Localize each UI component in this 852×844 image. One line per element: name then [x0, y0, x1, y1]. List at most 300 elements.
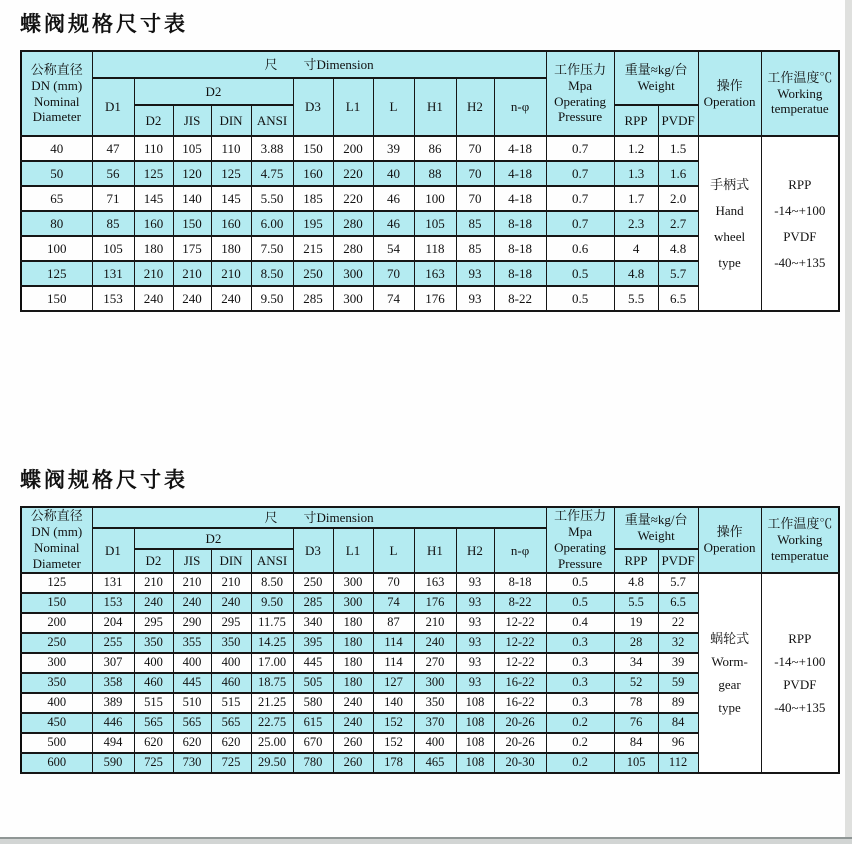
cell-n-phi: 8-18 [494, 573, 546, 593]
cell-dn: 150 [21, 593, 92, 613]
cell-l1: 280 [333, 211, 373, 236]
cell-d3: 580 [293, 693, 333, 713]
cell-din: 400 [211, 653, 251, 673]
cell-l1: 220 [333, 186, 373, 211]
col-group-dimension [92, 507, 546, 528]
cell-d3: 215 [293, 236, 333, 261]
dimension-label-en: 寸Dimension [303, 509, 374, 525]
cell-pvdf: 4.8 [658, 236, 698, 261]
col-h2: H2 [456, 528, 494, 573]
cell-rpp: 52 [614, 673, 658, 693]
cell-din: 180 [211, 236, 251, 261]
cell-l: 114 [373, 633, 414, 653]
cell-jis: 140 [173, 186, 211, 211]
cell-d2: 515 [134, 693, 173, 713]
cell-din: 565 [211, 713, 251, 733]
cell-jis: 210 [173, 261, 211, 286]
cell-d3: 285 [293, 286, 333, 311]
cell-l1: 180 [333, 613, 373, 633]
cell-h2: 93 [456, 573, 494, 593]
col-d2: D2 [134, 549, 173, 573]
cell-n-phi: 20-26 [494, 713, 546, 733]
cell-ansi: 5.50 [251, 186, 293, 211]
cell-ansi: 4.75 [251, 161, 293, 186]
cell-n-phi: 8-18 [494, 211, 546, 236]
cell-d3: 395 [293, 633, 333, 653]
cell-h1: 176 [414, 593, 456, 613]
col-operation: 操作 Operation [698, 507, 761, 573]
cell-dn: 100 [21, 236, 92, 261]
cell-pvdf: 6.5 [658, 286, 698, 311]
cell-din: 240 [211, 286, 251, 311]
cell-pvdf: 1.6 [658, 161, 698, 186]
cell-h1: 163 [414, 573, 456, 593]
cell-ansi: 7.50 [251, 236, 293, 261]
cell-h2: 108 [456, 753, 494, 773]
cell-d2: 400 [134, 653, 173, 673]
cell-n-phi: 4-18 [494, 186, 546, 211]
cell-l: 74 [373, 593, 414, 613]
cell-pvdf: 6.5 [658, 593, 698, 613]
cell-h1: 400 [414, 733, 456, 753]
cell-jis: 240 [173, 286, 211, 311]
cell-d2: 240 [134, 593, 173, 613]
cell-h2: 93 [456, 593, 494, 613]
cell-l1: 300 [333, 286, 373, 311]
cell-d3: 185 [293, 186, 333, 211]
cell-h2: 85 [456, 211, 494, 236]
cell-dn: 500 [21, 733, 92, 753]
cell-d1: 56 [92, 161, 134, 186]
col-n-phi: n-φ [494, 78, 546, 136]
cell-d1: 494 [92, 733, 134, 753]
cell-dn: 125 [21, 261, 92, 286]
col-pvdf: PVDF [658, 549, 698, 573]
cell-l1: 300 [333, 573, 373, 593]
cell-ansi: 25.00 [251, 733, 293, 753]
col-d2: D2 [134, 105, 173, 136]
cell-rpp: 1.3 [614, 161, 658, 186]
cell-rpp: 34 [614, 653, 658, 673]
col-operating-pressure: 工作压力 Mpa Operating Pressure [546, 51, 614, 136]
cell-l: 40 [373, 161, 414, 186]
cell-d2: 350 [134, 633, 173, 653]
col-group-d2: D2 [134, 78, 293, 105]
cell-jis: 565 [173, 713, 211, 733]
col-l: L [373, 78, 414, 136]
col-working-temperature: 工作温度℃ Working temperatue [761, 51, 839, 136]
cell-d1: 85 [92, 211, 134, 236]
cell-l1: 180 [333, 633, 373, 653]
cell-dn: 40 [21, 136, 92, 161]
col-l1: L1 [333, 78, 373, 136]
cell-d1: 389 [92, 693, 134, 713]
col-l: L [373, 528, 414, 573]
dimension-label-cn: 尺 [264, 56, 278, 72]
cell-din: 350 [211, 633, 251, 653]
cell-n-phi: 16-22 [494, 673, 546, 693]
cell-din: 515 [211, 693, 251, 713]
scan-edge-right [845, 0, 852, 844]
cell-n-phi: 8-18 [494, 236, 546, 261]
cell-d3: 340 [293, 613, 333, 633]
cell-jis: 240 [173, 593, 211, 613]
cell-n-phi: 20-30 [494, 753, 546, 773]
spec-table-2 [20, 506, 840, 774]
cell-ansi: 6.00 [251, 211, 293, 236]
cell-d2: 125 [134, 161, 173, 186]
cell-h2: 93 [456, 286, 494, 311]
cell-d2: 210 [134, 261, 173, 286]
cell-pressure: 0.7 [546, 136, 614, 161]
cell-l1: 240 [333, 713, 373, 733]
cell-pressure: 0.6 [546, 236, 614, 261]
cell-pressure: 0.3 [546, 653, 614, 673]
cell-rpp: 76 [614, 713, 658, 733]
cell-n-phi: 4-18 [494, 136, 546, 161]
table-title-2: 蝶阀规格尺寸表 [20, 468, 188, 492]
cell-h2: 93 [456, 673, 494, 693]
cell-pvdf: 2.0 [658, 186, 698, 211]
cell-d2: 210 [134, 573, 173, 593]
cell-dn: 600 [21, 753, 92, 773]
col-nominal-diameter: 公称直径 DN (mm) Nominal Diameter [21, 51, 92, 136]
table-row [21, 573, 839, 593]
cell-ansi: 29.50 [251, 753, 293, 773]
cell-rpp: 84 [614, 733, 658, 753]
cell-pressure: 0.2 [546, 713, 614, 733]
cell-h2: 93 [456, 633, 494, 653]
cell-d3: 150 [293, 136, 333, 161]
cell-d3: 670 [293, 733, 333, 753]
cell-d1: 590 [92, 753, 134, 773]
cell-d2: 295 [134, 613, 173, 633]
cell-h2: 108 [456, 713, 494, 733]
cell-h2: 85 [456, 236, 494, 261]
cell-pressure: 0.7 [546, 161, 614, 186]
cell-dn: 125 [21, 573, 92, 593]
col-jis: JIS [173, 549, 211, 573]
cell-pvdf: 112 [658, 753, 698, 773]
cell-h1: 465 [414, 753, 456, 773]
cell-h1: 350 [414, 693, 456, 713]
cell-l: 87 [373, 613, 414, 633]
cell-d3: 505 [293, 673, 333, 693]
cell-pvdf: 5.7 [658, 573, 698, 593]
cell-rpp: 5.5 [614, 286, 658, 311]
cell-l: 152 [373, 733, 414, 753]
cell-l: 152 [373, 713, 414, 733]
spec-section-1 [20, 8, 852, 312]
col-group-dimension [92, 51, 546, 78]
cell-d1: 71 [92, 186, 134, 211]
table-header [21, 507, 839, 573]
operation-cell: 手柄式 Hand wheel type [698, 136, 761, 311]
cell-pressure: 0.7 [546, 211, 614, 236]
col-d1: D1 [92, 78, 134, 136]
cell-d1: 105 [92, 236, 134, 261]
cell-din: 210 [211, 573, 251, 593]
cell-jis: 120 [173, 161, 211, 186]
col-operating-pressure: 工作压力 Mpa Operating Pressure [546, 507, 614, 573]
cell-jis: 175 [173, 236, 211, 261]
col-h1: H1 [414, 528, 456, 573]
cell-h1: 100 [414, 186, 456, 211]
temperature-cell: RPP -14~+100 PVDF -40~+135 [761, 136, 839, 311]
cell-l1: 200 [333, 136, 373, 161]
cell-pressure: 0.3 [546, 673, 614, 693]
col-d1: D1 [92, 528, 134, 573]
col-din: DIN [211, 549, 251, 573]
cell-h1: 270 [414, 653, 456, 673]
cell-rpp: 105 [614, 753, 658, 773]
cell-dn: 300 [21, 653, 92, 673]
cell-rpp: 78 [614, 693, 658, 713]
col-working-temperature: 工作温度℃ Working temperatue [761, 507, 839, 573]
cell-ansi: 14.25 [251, 633, 293, 653]
cell-l1: 240 [333, 693, 373, 713]
cell-l1: 300 [333, 261, 373, 286]
cell-ansi: 21.25 [251, 693, 293, 713]
cell-din: 240 [211, 593, 251, 613]
cell-n-phi: 12-22 [494, 633, 546, 653]
cell-d3: 780 [293, 753, 333, 773]
cell-jis: 355 [173, 633, 211, 653]
cell-d3: 445 [293, 653, 333, 673]
cell-d1: 204 [92, 613, 134, 633]
cell-dn: 50 [21, 161, 92, 186]
cell-rpp: 1.2 [614, 136, 658, 161]
cell-d1: 307 [92, 653, 134, 673]
col-pvdf: PVDF [658, 105, 698, 136]
cell-d2: 565 [134, 713, 173, 733]
cell-ansi: 17.00 [251, 653, 293, 673]
cell-d2: 620 [134, 733, 173, 753]
cell-pressure: 0.4 [546, 613, 614, 633]
cell-h2: 108 [456, 693, 494, 713]
cell-din: 295 [211, 613, 251, 633]
cell-n-phi: 20-26 [494, 733, 546, 753]
cell-jis: 210 [173, 573, 211, 593]
col-ansi: ANSI [251, 549, 293, 573]
cell-pvdf: 39 [658, 653, 698, 673]
cell-d1: 446 [92, 713, 134, 733]
cell-din: 145 [211, 186, 251, 211]
cell-rpp: 4.8 [614, 573, 658, 593]
cell-pressure: 0.3 [546, 633, 614, 653]
col-group-d2: D2 [134, 528, 293, 549]
cell-h1: 176 [414, 286, 456, 311]
cell-l1: 260 [333, 733, 373, 753]
cell-jis: 105 [173, 136, 211, 161]
cell-l: 127 [373, 673, 414, 693]
col-l1: L1 [333, 528, 373, 573]
cell-pressure: 0.5 [546, 286, 614, 311]
col-h2: H2 [456, 78, 494, 136]
cell-d3: 160 [293, 161, 333, 186]
cell-l1: 180 [333, 653, 373, 673]
cell-h1: 86 [414, 136, 456, 161]
cell-pressure: 0.5 [546, 573, 614, 593]
cell-l: 74 [373, 286, 414, 311]
spec-table-1 [20, 50, 840, 312]
cell-dn: 150 [21, 286, 92, 311]
col-d3: D3 [293, 78, 333, 136]
cell-din: 125 [211, 161, 251, 186]
cell-h2: 108 [456, 733, 494, 753]
cell-pressure: 0.2 [546, 753, 614, 773]
cell-d2: 110 [134, 136, 173, 161]
cell-n-phi: 8-22 [494, 593, 546, 613]
cell-l: 114 [373, 653, 414, 673]
cell-rpp: 19 [614, 613, 658, 633]
cell-d1: 153 [92, 286, 134, 311]
cell-pvdf: 22 [658, 613, 698, 633]
cell-d1: 153 [92, 593, 134, 613]
cell-d2: 145 [134, 186, 173, 211]
cell-h2: 70 [456, 136, 494, 161]
cell-d2: 460 [134, 673, 173, 693]
cell-rpp: 4.8 [614, 261, 658, 286]
cell-pvdf: 2.7 [658, 211, 698, 236]
cell-jis: 445 [173, 673, 211, 693]
col-n-phi: n-φ [494, 528, 546, 573]
cell-n-phi: 8-18 [494, 261, 546, 286]
cell-ansi: 18.75 [251, 673, 293, 693]
cell-h1: 163 [414, 261, 456, 286]
table-title-1: 蝶阀规格尺寸表 [20, 12, 188, 36]
cell-ansi: 11.75 [251, 613, 293, 633]
cell-pressure: 0.2 [546, 733, 614, 753]
cell-pvdf: 89 [658, 693, 698, 713]
cell-d3: 250 [293, 573, 333, 593]
cell-h1: 300 [414, 673, 456, 693]
cell-l1: 180 [333, 673, 373, 693]
cell-pressure: 0.3 [546, 693, 614, 713]
cell-pressure: 0.7 [546, 186, 614, 211]
cell-din: 210 [211, 261, 251, 286]
cell-d1: 131 [92, 261, 134, 286]
cell-l: 140 [373, 693, 414, 713]
cell-dn: 450 [21, 713, 92, 733]
cell-h2: 93 [456, 653, 494, 673]
cell-ansi: 9.50 [251, 286, 293, 311]
col-nominal-diameter: 公称直径 DN (mm) Nominal Diameter [21, 507, 92, 573]
cell-rpp: 28 [614, 633, 658, 653]
cell-ansi: 8.50 [251, 573, 293, 593]
cell-ansi: 22.75 [251, 713, 293, 733]
cell-din: 110 [211, 136, 251, 161]
col-operation: 操作 Operation [698, 51, 761, 136]
cell-pvdf: 1.5 [658, 136, 698, 161]
table-body [21, 136, 839, 311]
cell-h2: 93 [456, 613, 494, 633]
cell-n-phi: 12-22 [494, 653, 546, 673]
cell-ansi: 9.50 [251, 593, 293, 613]
col-jis: JIS [173, 105, 211, 136]
col-rpp: RPP [614, 105, 658, 136]
table-header [21, 51, 839, 136]
cell-pvdf: 5.7 [658, 261, 698, 286]
cell-l: 46 [373, 186, 414, 211]
table-row [21, 136, 839, 161]
cell-rpp: 5.5 [614, 593, 658, 613]
dimension-label-cn: 尺 [264, 509, 278, 525]
cell-pvdf: 59 [658, 673, 698, 693]
cell-jis: 730 [173, 753, 211, 773]
cell-dn: 400 [21, 693, 92, 713]
cell-h2: 70 [456, 161, 494, 186]
cell-dn: 65 [21, 186, 92, 211]
cell-h1: 210 [414, 613, 456, 633]
temperature-cell: RPP -14~+100 PVDF -40~+135 [761, 573, 839, 773]
cell-l: 46 [373, 211, 414, 236]
cell-d3: 615 [293, 713, 333, 733]
cell-l: 70 [373, 261, 414, 286]
cell-rpp: 1.7 [614, 186, 658, 211]
cell-l1: 260 [333, 753, 373, 773]
col-h1: H1 [414, 78, 456, 136]
cell-din: 725 [211, 753, 251, 773]
cell-rpp: 4 [614, 236, 658, 261]
cell-din: 620 [211, 733, 251, 753]
scan-edge-bottom [0, 837, 852, 844]
cell-h1: 370 [414, 713, 456, 733]
cell-d1: 255 [92, 633, 134, 653]
cell-n-phi: 16-22 [494, 693, 546, 713]
cell-l: 178 [373, 753, 414, 773]
cell-d2: 240 [134, 286, 173, 311]
cell-dn: 200 [21, 613, 92, 633]
cell-din: 160 [211, 211, 251, 236]
cell-pvdf: 96 [658, 733, 698, 753]
cell-d2: 160 [134, 211, 173, 236]
cell-n-phi: 4-18 [494, 161, 546, 186]
table-body [21, 573, 839, 773]
cell-l: 39 [373, 136, 414, 161]
cell-jis: 510 [173, 693, 211, 713]
cell-d1: 358 [92, 673, 134, 693]
cell-d3: 195 [293, 211, 333, 236]
cell-h1: 88 [414, 161, 456, 186]
cell-dn: 350 [21, 673, 92, 693]
cell-h1: 240 [414, 633, 456, 653]
col-ansi: ANSI [251, 105, 293, 136]
cell-d2: 725 [134, 753, 173, 773]
cell-l1: 280 [333, 236, 373, 261]
spec-section-2 [20, 464, 852, 774]
cell-h1: 105 [414, 211, 456, 236]
cell-d1: 131 [92, 573, 134, 593]
cell-d3: 250 [293, 261, 333, 286]
col-d3: D3 [293, 528, 333, 573]
cell-din: 460 [211, 673, 251, 693]
col-group-weight: 重量≈kg/台 Weight [614, 507, 698, 549]
cell-l: 70 [373, 573, 414, 593]
cell-h2: 93 [456, 261, 494, 286]
cell-n-phi: 8-22 [494, 286, 546, 311]
cell-pressure: 0.5 [546, 593, 614, 613]
cell-l1: 300 [333, 593, 373, 613]
cell-dn: 250 [21, 633, 92, 653]
cell-pressure: 0.5 [546, 261, 614, 286]
cell-pvdf: 84 [658, 713, 698, 733]
cell-jis: 290 [173, 613, 211, 633]
cell-ansi: 3.88 [251, 136, 293, 161]
cell-jis: 620 [173, 733, 211, 753]
col-rpp: RPP [614, 549, 658, 573]
col-group-weight: 重量≈kg/台 Weight [614, 51, 698, 105]
